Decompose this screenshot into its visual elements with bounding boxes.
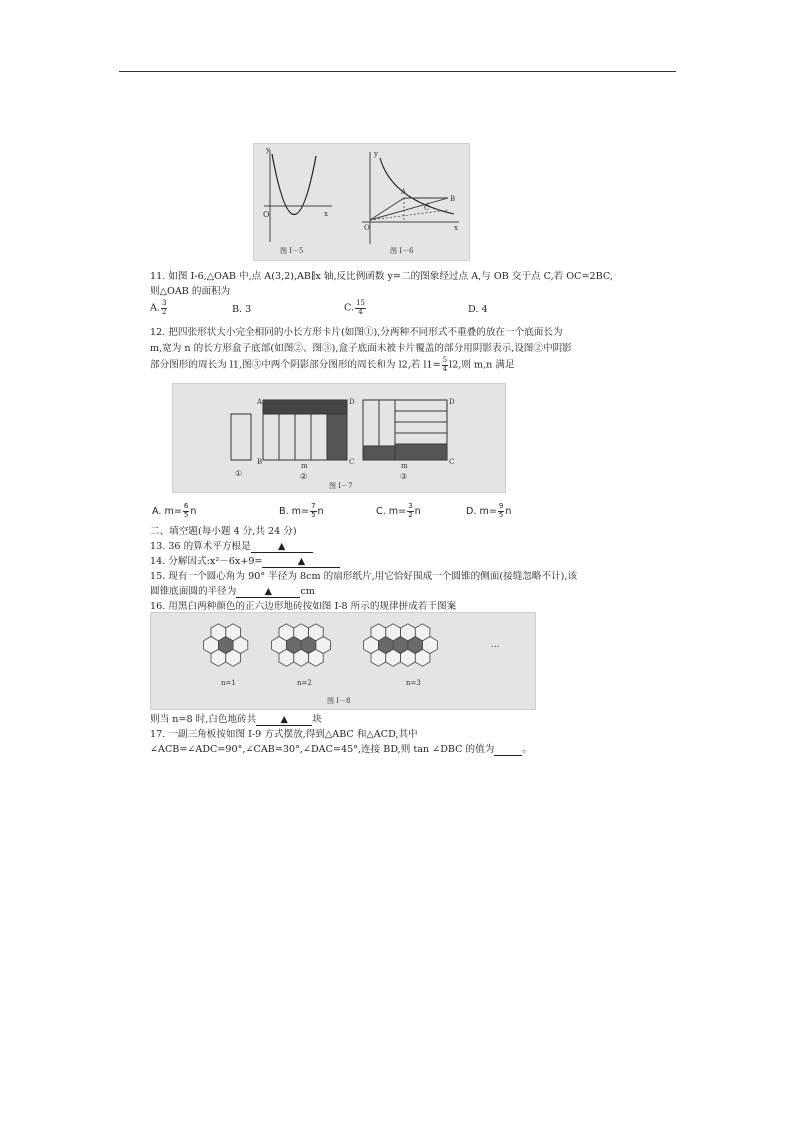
svg-text:C: C: [449, 458, 455, 466]
svg-text:m: m: [301, 462, 308, 470]
q11-line2: 则△OAB 的面积为: [150, 286, 231, 297]
fig8-dots: ...: [491, 640, 500, 650]
q12-option-a: A. m= $\frac{6}{5}$ n: [152, 502, 197, 519]
q12-option-d: D. m= $\frac{9}{5}$ n: [466, 502, 512, 519]
rectangle-cards-image: [173, 384, 505, 492]
fig7-caption: 图 I－7: [329, 482, 353, 490]
q17-blank[interactable]: [494, 744, 522, 756]
figure-i8: [150, 612, 536, 710]
svg-text:B: B: [257, 458, 263, 466]
svg-text:D: D: [449, 398, 455, 406]
q16-blank[interactable]: ▲: [256, 714, 312, 726]
svg-text:O: O: [364, 224, 370, 232]
svg-text:D: D: [349, 398, 355, 406]
q17-line2: ∠ACB=∠ADC=90°,∠CAB=30°,∠DAC=45°,连接 BD,则 tan ∠DBC 的值为 。: [150, 744, 532, 755]
fig6-caption: 图 I－6: [390, 247, 414, 255]
q14: 14. 分解因式:x²－6x+9= ▲: [150, 555, 340, 568]
svg-text:B: B: [450, 195, 456, 203]
q13-blank[interactable]: ▲: [251, 541, 313, 553]
q11-option-b: B. 3: [232, 304, 252, 315]
q12-line1: 12. 把四张形状大小完全相同的小长方形卡片(如图①),分两种不同形式不重叠的放在一个底面长为: [150, 327, 563, 338]
section2-heading: 二、填空题(每小题 4 分,共 24 分): [150, 526, 297, 537]
q12-option-c: C. m= $\frac{3}{2}$ n: [376, 502, 421, 519]
svg-text:A: A: [401, 188, 407, 196]
svg-text:O: O: [263, 210, 270, 219]
q11-option-d: D. 4: [468, 304, 488, 315]
q15-blank[interactable]: ▲: [236, 586, 300, 598]
svg-text:m: m: [401, 462, 408, 470]
white-hexagon-tile: [308, 624, 323, 641]
fig7-sub3: ③: [400, 472, 408, 481]
svg-text:y: y: [266, 146, 270, 154]
fig7-sub2: ②: [300, 472, 308, 481]
fig7-sub1: ①: [235, 469, 243, 478]
q13: 13. 36 的算术平方根是 ▲: [150, 540, 313, 553]
function-graphs-image: [254, 144, 469, 260]
svg-text:x: x: [454, 224, 458, 232]
q12-line3: 部分图形的周长为 l1,图③中两个阴影部分图形的周长和为 l2,若 l1= $\frac{5}{4}$ l2,则 m,n 满足: [150, 356, 515, 373]
q12-option-b: B. m= $\frac{7}{5}$ n: [279, 502, 324, 519]
fig8-caption: 图 I－8: [327, 697, 351, 705]
header-rule: [119, 71, 676, 72]
svg-text:A: A: [257, 398, 263, 406]
white-hexagon-tile: [400, 624, 415, 641]
q11-option-a: A. $\frac{3}{2}$: [150, 299, 167, 316]
q16-tail: 则当 n=8 时,白色地砖共 ▲ 块: [150, 714, 322, 725]
fig5-caption: 图 I－5: [280, 247, 304, 255]
figure-i5-i6: [253, 143, 470, 261]
svg-text:x: x: [324, 210, 328, 218]
hexagon-tiles-image: [151, 613, 535, 709]
q15-line2: 圆锥底面圆的半径为 ▲ cm: [150, 586, 315, 597]
q14-blank[interactable]: ▲: [262, 556, 340, 568]
q16-line: 16. 用黑白两种颜色的正六边形地砖按如图 I-8 所示的规律拼成若干图案: [150, 601, 457, 612]
q11-option-c: C. $\frac{15}{4}$: [344, 299, 365, 316]
fig8-n3: n=3: [406, 679, 421, 687]
figure-i7: [172, 383, 506, 493]
fig8-n1: n=1: [221, 679, 236, 687]
q17-line1: 17. 一副三角板按如图 I-9 方式摆放,得到△ABC 和△ACD,其中: [150, 729, 418, 740]
svg-text:C: C: [424, 204, 430, 212]
q11-line1: 11. 如图 I-6,△OAB 中,点 A(3,2),AB∥x 轴,反比例函数 y=二的图象经过点 A,与 OB 交于点 C,若 OC=2BC,: [150, 271, 613, 282]
svg-text:C: C: [349, 458, 355, 466]
fig8-n2: n=2: [297, 679, 312, 687]
q12-line2: m,宽为 n 的长方形盒子底部(如图②、图③),盒子底面未被卡片覆盖的部分用阴影表示,设图②中阴影: [150, 343, 572, 354]
q15-line1: 15. 现有一个圆心角为 90° 半径为 8cm 的扇形纸片,用它恰好围成一个圆锥的侧面(接缝忽略不计),该: [150, 571, 578, 582]
svg-text:y: y: [374, 150, 378, 158]
